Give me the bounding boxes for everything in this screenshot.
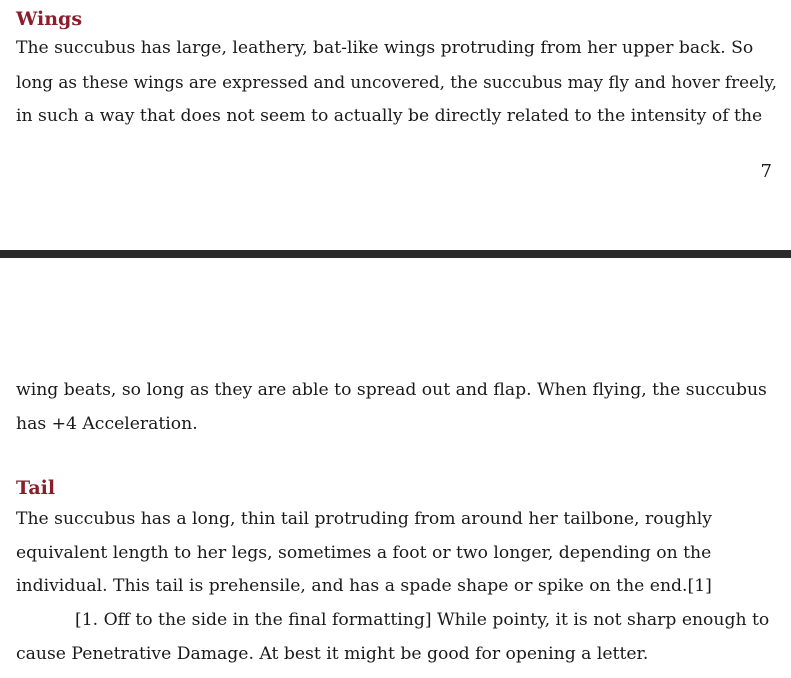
wings-text-line-1: The succubus has large, leathery, bat-like wings protruding from her upper back. So — [16, 38, 754, 58]
tail-text-line-1: The succubus has a long, thin tail protruding from around her tailbone, roughly — [16, 509, 712, 529]
document-page-bottom — [0, 258, 791, 678]
wings-continued-line-2: has +4 Acceleration. — [16, 414, 198, 434]
wings-continued-line-1: wing beats, so long as they are able to spread out and flap. When flying, the succubus — [16, 380, 767, 400]
page-break-divider — [0, 250, 791, 258]
section-heading-tail: Tail — [16, 477, 56, 499]
wings-text-line-3: in such a way that does not seem to actually be directly related to the intensity of the — [16, 106, 763, 126]
tail-footnote-line: [1. Off to the side in the final formatting] While pointy, it is not sharp enough to — [75, 610, 770, 630]
tail-text-line-5: cause Penetrative Damage. At best it might be good for opening a letter. — [16, 644, 649, 664]
page-number: 7 — [760, 161, 772, 182]
document-page-top — [0, 0, 791, 250]
section-heading-wings: Wings — [16, 8, 83, 30]
tail-text-line-3: individual. This tail is prehensile, and has a spade shape or spike on the end.[1] — [16, 576, 712, 596]
tail-text-line-2: equivalent length to her legs, sometimes a foot or two longer, depending on the — [16, 543, 712, 563]
wings-text-line-2: long as these wings are expressed and uncovered, the succubus may fly and hover freely, — [16, 72, 777, 92]
